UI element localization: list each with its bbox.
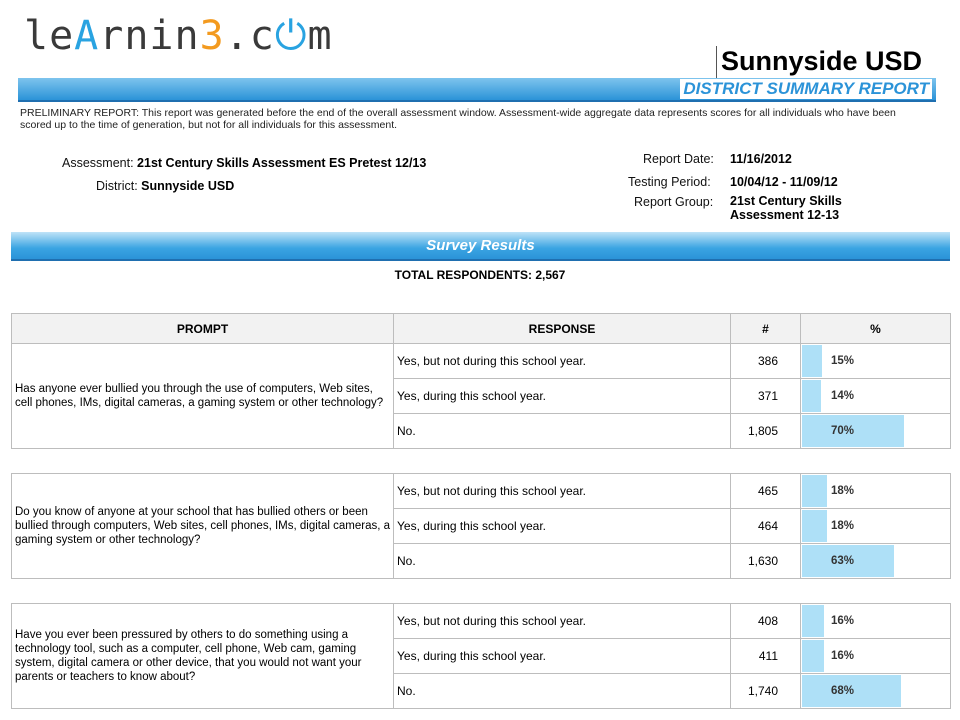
percent-label: 18% (831, 520, 855, 532)
header-percent: % (801, 314, 951, 344)
assessment-row (62, 155, 426, 171)
percent-label: 68% (831, 685, 855, 697)
count-cell: 1,740 (731, 674, 801, 709)
table-header-row (12, 314, 951, 344)
percent-bar (802, 640, 824, 672)
table-row (12, 474, 951, 509)
response-cell: Yes, during this school year. (394, 379, 731, 414)
testing-period-label: Testing Period: (628, 175, 711, 189)
percent-label: 18% (831, 485, 855, 497)
table-row (12, 604, 951, 639)
logo-text-le: le (24, 13, 75, 59)
response-cell: Yes, during this school year. (394, 639, 731, 674)
percent-label: 16% (831, 615, 855, 627)
testing-period-value-wrap (730, 174, 838, 190)
report-group-label: Report Group: (634, 195, 714, 209)
report-date-label: Report Date: (643, 152, 714, 166)
report-date-value: 11/16/2012 (730, 152, 792, 166)
count-cell: 1,805 (731, 414, 801, 449)
count-cell: 1,630 (731, 544, 801, 579)
count-cell: 465 (731, 474, 801, 509)
percent-label: 16% (831, 650, 855, 662)
logo-text-a: A (74, 13, 100, 59)
response-cell: No. (394, 544, 731, 579)
power-icon: ⏻ (274, 13, 308, 59)
logo-text-m: m (307, 13, 333, 59)
prompt-cell: Have you ever been pressured by others to do something using a technology tool, such as a computer, cell phone, Web cam, gaming system, digital camera or other device, that you would not want your parents or teachers to know about? (12, 604, 394, 709)
percent-label: 14% (831, 390, 855, 402)
percent-cell (801, 674, 951, 709)
response-cell: Yes, but not during this school year. (394, 604, 731, 639)
report-date-row (643, 151, 714, 167)
logo-text-dotc: .c (224, 13, 275, 59)
prompt-cell: Has anyone ever bullied you through the use of computers, Web sites, cell phones, IMs, digital cameras, a gaming system or other technology? (12, 344, 394, 449)
percent-cell (801, 604, 951, 639)
count-cell: 386 (731, 344, 801, 379)
assessment-value: 21st Century Skills Assessment ES Pretest 12/13 (137, 156, 427, 170)
percent-bar (802, 380, 821, 412)
district-label: District: (96, 179, 138, 193)
percent-bar (802, 605, 824, 637)
count-cell: 464 (731, 509, 801, 544)
testing-period-row (628, 174, 711, 190)
testing-period-value: 10/04/12 - 11/09/12 (730, 175, 838, 189)
prompt-cell: Do you know of anyone at your school that has bullied others or been bullied through computers, Web sites, cell phones, IMs, digital cameras, a gaming system or other technology? (12, 474, 394, 579)
title-divider (716, 46, 717, 78)
response-cell: Yes, during this school year. (394, 509, 731, 544)
response-cell: No. (394, 674, 731, 709)
percent-cell (801, 414, 951, 449)
response-cell: Yes, but not during this school year. (394, 344, 731, 379)
survey-table-3 (11, 603, 951, 709)
percent-cell (801, 639, 951, 674)
percent-label: 70% (831, 425, 855, 437)
response-cell: No. (394, 414, 731, 449)
report-group-value-wrap (730, 194, 842, 222)
report-date-value-wrap (730, 151, 792, 167)
district-value: Sunnyside USD (141, 179, 235, 193)
district-row (96, 178, 234, 194)
survey-results-bar (11, 232, 950, 261)
count-cell: 371 (731, 379, 801, 414)
percent-label: 15% (831, 355, 855, 367)
percent-cell (801, 544, 951, 579)
preliminary-notice: PRELIMINARY REPORT: This report was generated before the end of the overall assessment window. Assessment-wide aggregate data represents scores for all individuals who have been scored up to the time of generation, but not for all individuals for this assessment. (20, 107, 896, 131)
survey-table-1 (11, 313, 951, 449)
total-respondents: TOTAL RESPONDENTS: 2,567 (394, 268, 566, 282)
percent-bar (802, 345, 822, 377)
percent-bar (802, 475, 827, 507)
percent-label: 63% (831, 555, 855, 567)
report-bar-underline (18, 100, 936, 102)
table-row (12, 344, 951, 379)
assessment-label: Assessment: (62, 156, 134, 170)
header-count: # (731, 314, 801, 344)
report-group-row (634, 194, 713, 210)
percent-cell (801, 474, 951, 509)
report-type-label: DISTRICT SUMMARY REPORT (680, 79, 932, 99)
logo-text-rnin: rnin (99, 13, 200, 59)
report-group-value-line2: Assessment 12-13 (730, 208, 840, 222)
count-cell: 408 (731, 604, 801, 639)
report-group-value-line1: 21st Century Skills (730, 194, 842, 208)
percent-cell (801, 379, 951, 414)
survey-results-title: Survey Results (426, 237, 535, 254)
survey-table-2 (11, 473, 951, 579)
header-response: RESPONSE (394, 314, 731, 344)
header-prompt: PROMPT (12, 314, 394, 344)
percent-bar (802, 510, 827, 542)
percent-cell (801, 509, 951, 544)
logo-text-3: 3 (199, 13, 225, 59)
district-title: Sunnyside USD (721, 46, 923, 76)
count-cell: 411 (731, 639, 801, 674)
report-type-bar (18, 78, 936, 100)
percent-cell (801, 344, 951, 379)
response-cell: Yes, but not during this school year. (394, 474, 731, 509)
learning3-logo (24, 8, 333, 64)
